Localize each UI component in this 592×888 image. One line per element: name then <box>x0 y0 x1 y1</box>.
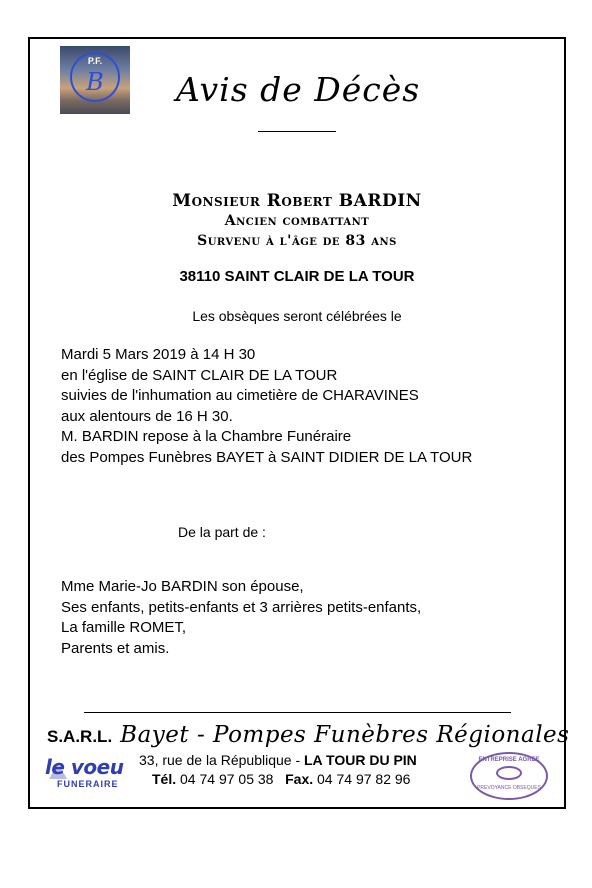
ceremony-line: M. BARDIN repose à la Chambre Funéraire <box>61 428 352 445</box>
entreprise-agree-seal <box>470 752 548 800</box>
ceremony-line: des Pompes Funèbres BAYET à SAINT DIDIER DE LA TOUR <box>61 448 473 466</box>
pf-bayet-logo <box>60 46 130 114</box>
tel-number: 04 74 97 05 38 <box>180 771 274 787</box>
deceased-city: 38110 SAINT CLAIR DE LA TOUR <box>179 268 415 285</box>
company-prefix: S.A.R.L. <box>47 727 113 746</box>
ceremony-line: aux alentours de 16 H 30. <box>61 407 233 425</box>
le-voeu-text: le voeu <box>45 755 124 779</box>
company-address <box>139 752 417 768</box>
ceremony-line: suivies de l'inhumation au cimetière de CHARAVINES <box>61 387 419 404</box>
seal-top-text: ENTREPRISE AGREE <box>478 757 540 763</box>
company-phones <box>152 771 410 787</box>
logo-b-letter: B <box>86 68 104 96</box>
page-title: Avis de Décès <box>176 70 421 109</box>
le-voeu-funeraire-logo <box>45 755 125 799</box>
family-list <box>61 577 421 659</box>
ceremony-details <box>61 345 472 468</box>
deceased-title: Ancien combattant <box>224 213 370 229</box>
footer-divider <box>84 712 511 713</box>
ceremony-line: en l'église de SAINT CLAIR DE LA TOUR <box>61 366 338 384</box>
company-line <box>47 722 569 748</box>
ceremony-intro: Les obsèques seront célébrées le <box>192 308 402 324</box>
family-line: Parents et amis. <box>61 639 170 657</box>
company-name: Bayet - Pompes Funèbres Régionales <box>120 722 570 748</box>
title-divider <box>258 131 336 132</box>
seal-bottom-text: PREVOYANCE OBSEQUES <box>477 785 541 791</box>
family-line: La famille ROMET, <box>61 619 187 636</box>
funeraire-text: FUNERAIRE <box>57 779 119 789</box>
seal-inner-oval <box>496 766 522 780</box>
deceased-age: Survenu à l'âge de 83 ans <box>197 233 397 249</box>
fax-label: Fax. <box>285 771 314 787</box>
deceased-name: Monsieur Robert BARDIN <box>172 191 422 211</box>
from-label: De la part de : <box>178 524 266 540</box>
logo-pf-text: P.F. <box>87 56 103 66</box>
family-line: Mme Marie-Jo BARDIN son épouse, <box>61 578 304 595</box>
family-line: Ses enfants, petits-enfants et 3 arrières petits-enfants, <box>61 598 422 616</box>
address-city: LA TOUR DU PIN <box>304 752 417 768</box>
tel-label: Tél. <box>152 771 177 787</box>
ceremony-line: Mardi 5 Mars 2019 à 14 H 30 <box>61 346 256 363</box>
fax-number: 04 74 97 82 96 <box>317 771 411 787</box>
address-street: 33, rue de la République - <box>139 752 304 768</box>
